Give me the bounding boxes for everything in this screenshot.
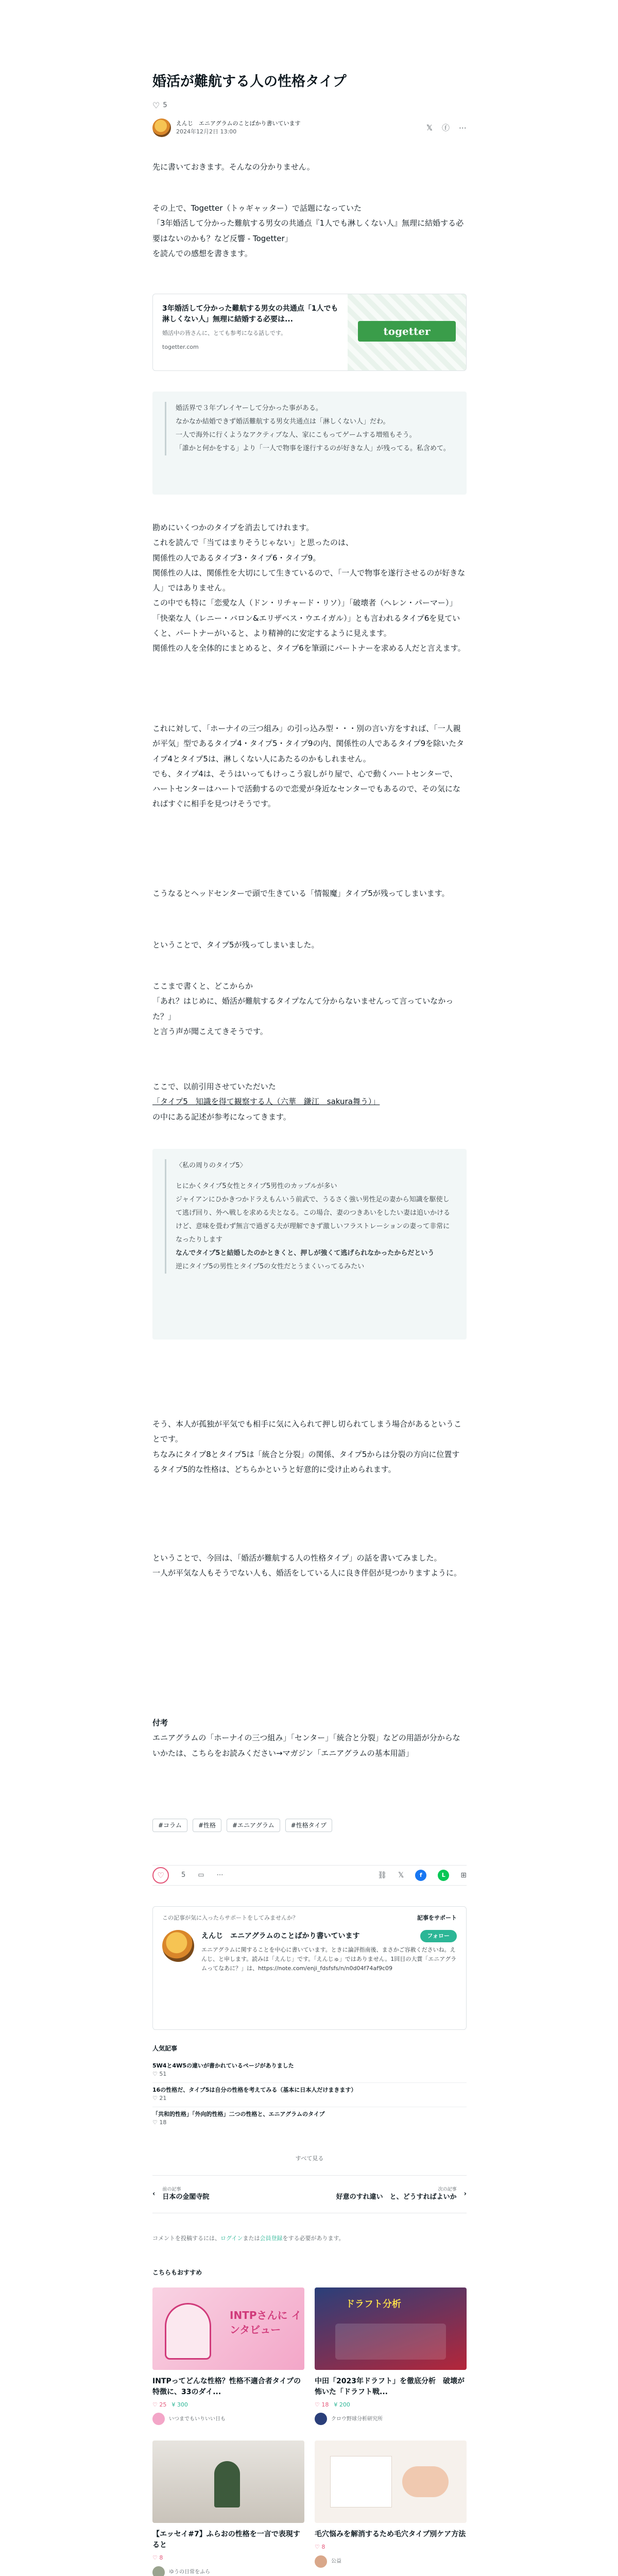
card-author: クロウ野球分析研究所 [331,2416,383,2422]
next-article-link[interactable] [310,2187,467,2202]
comment-icon[interactable]: ▭ [198,1871,204,1879]
paragraph-line: ハートセンターはハートで活動するので恋愛が身近なセンターでもあるので、その気になればすぐに相手を見つけそうです。 [152,784,461,809]
paragraph: ということで、タイプ5が残ってしまいました。 [152,940,319,950]
next-title: 好意のすれ違い と、どうすればよいか [336,2193,457,2201]
recommend-card[interactable] [152,2287,304,2425]
paragraph-line: 関係性の人を全体的にまとめると、タイプ6を筆頭にパートナーを求める人だと言えます。 [152,643,466,653]
footnote [152,1716,467,1761]
paragraph-line: 「あれ？はじめに、婚活が難航するタイプなんて分からないませんって言っていなかった？」 [152,996,454,1021]
card-price: 300 [177,2401,188,2408]
footnote-text: エニアグラムの「ホーナイの三つ組み」「センター」「統合と分裂」などの用語が分からないかたは、こちらをお読みください→マガジン「エニアグラムの基本用語」 [152,1733,460,1758]
chevron-right-icon: › [464,2190,467,2198]
inline-link[interactable]: 「タイプ5 知識を得て観察する人（六華 鎌江 sakura舞う）」 [152,1097,380,1107]
see-all-link[interactable]: すべて見る [295,2155,324,2162]
link-card-thumbnail [348,294,466,370]
paragraph [152,520,467,656]
paragraph: こうなるとヘッドセンターで頭で生きている「情報魔」タイプ5が残ってしまいます。 [152,889,450,898]
paragraph: 先に書いておきます。そんなの分かりません。 [152,162,315,172]
author-avatar[interactable] [152,118,171,137]
heart-icon: ♡ [152,2554,160,2562]
player-photo [335,2324,446,2360]
paragraph [152,1417,467,1477]
prev-label: 前の記事 [162,2187,181,2192]
paragraph [152,1079,467,1125]
quote-line: なかなか結婚できず婚活難航する男女共通点は「淋しくない人」だわ。 [176,418,390,426]
paragraph-line: ということで、今回は、「婚活が難航する人の性格タイプ」の話を書いてみました。 [152,1553,442,1563]
prev-article-link[interactable] [152,2187,310,2202]
skin-image [402,2466,449,2497]
facebook-icon[interactable]: ⓕ [441,123,450,132]
action-bar [152,1865,467,1886]
quote-line: 逆にタイプ5の男性とタイプ5の女性だとうまくいってるみたい [176,1263,365,1270]
character-illustration [165,2303,211,2360]
popular-title: 5W4と4W5の違いが書かれているページがありました [152,2062,294,2069]
next-label: 次の記事 [438,2187,457,2192]
support-prompt: この記事が気に入ったらサポートをしてみませんか？ [162,1914,298,1921]
recommend-heading: こちらもおすすめ [152,2269,202,2276]
paragraph-line: これを読んで「当てはまりそうじゃない」と思ったのは、 [152,538,354,548]
bookmark-icon[interactable]: ⊞ [460,1871,467,1879]
avatar [152,2413,165,2425]
link-card-title: 3年婚活して分かった難航する男女の共通点「1人でも淋しくない人」無理に結婚する必要は... [162,304,338,324]
card-title: 中田「2023年ドラフト」を徹底分析 破壊が怖いた「ドラフト戦... [315,2377,465,2396]
embed-link-card[interactable] [152,294,467,371]
paragraph-line: その上で、Togetter（トゥギャッター）で話題になっていた [152,204,362,213]
popular-title: 「共和的性格」「外向的性格」二つの性格と、エニアグラムのタイプ [152,2110,325,2117]
like-button[interactable]: ♡ [152,1867,169,1884]
paragraph-line: と言う声が聞こえてきそうです。 [152,1026,268,1036]
paragraph-line: ちなみにタイプ8とタイプ5は「統合と分裂」の関係、タイプ5からは分裂の方向に位置するタイプ5的な性格は、どちらかというと好意的に受け止められます。 [152,1449,460,1474]
tag[interactable]: #エニアグラム [227,1819,280,1832]
paragraph-line: 「3年婚活して分かった難航する男女の共通点『1人でも淋しくない人』無理に結婚する必要はないのかも？など反響 - Togetter」 [152,218,464,243]
article-title: 婚活が難航する人の性格タイプ [152,74,347,90]
thumb-text: ドラフト分析 [346,2299,401,2310]
yen-icon: ¥ [334,2401,339,2408]
blockquote [152,1149,467,1340]
card-thumbnail [315,2287,467,2370]
prev-title: 日本の金閣寺院 [162,2193,210,2201]
avatar [152,2566,165,2576]
card-thumbnail [152,2287,304,2370]
creator-bio: エニアグラムに関することを中心に書いています。ときに論評指南後、まさかご容赦くださいね。えんじ、と申します。読みは「えんじ」です。「えんじゅ」ではありません。1回目の大賞「エニアグラムってなあに？」は、https://note.com/enji_fdsfsfs/n/n0d04f74af9c09 [201,1946,457,1972]
comment-text: コメントを投稿するには、 [152,2235,220,2242]
comment-login-note [152,2233,467,2244]
paragraph-line: でも、タイプ4は、そうはいってもけっこう寂しがり屋で、心で動くハートセンターで、 [152,769,458,778]
plant-photo [214,2461,240,2507]
paragraph [152,1551,467,1581]
more-options-icon[interactable]: ⋯ [459,123,467,132]
like-count: 5 [163,101,167,109]
popular-heading: 人気記事 [152,2045,178,2052]
comment-text: または [243,2235,260,2242]
paragraph-line: この中でも特に「恋愛な人（ドン・リチャード・リソ）」「破壊者（ヘレン・パーマー）」「快楽な人（レニー・バロン&エリザベス・ウエイガル）」とも言われるタイプ6を見ていくと、パートナーがいると、より精神的に安定するように見えます。 [152,598,460,638]
card-author: ゆうの日常をふら [169,2569,210,2575]
support-button[interactable]: 記事をサポート [417,1914,457,1921]
list-item[interactable] [152,2059,467,2083]
card-price: 200 [339,2401,350,2408]
list-item[interactable] [152,2083,467,2107]
card-likes: 8 [321,2544,325,2551]
prev-next-nav [152,2175,467,2213]
link-icon[interactable]: ⛓ [377,1871,387,1879]
heart-icon: ♡ [152,2071,160,2078]
paragraph-line: 一人が平気な人もそうでない人も、婚活をしている人に良き伴侶が見つかりますように。 [152,1568,462,1578]
like-count-top[interactable] [152,98,467,113]
login-link[interactable]: ログイン [220,2235,243,2242]
paragraph-line: の中にある記述が参考になってきます。 [152,1112,291,1122]
thumb-text: INTPさんに インタビュー [230,2309,302,2336]
paragraph-line: 関係性の人は、関係性を大切にして生きているので、「一人で物事を遂行させるのが好きな人」ではありません。 [152,568,466,592]
quote-line: ヒにかくタイプ5女性とタイプ5男性のカップルが多い [176,1182,337,1190]
creator-name[interactable]: えんじ エニアグラムのことばかり書いています [201,1932,360,1941]
quote-line: 婚活界で３年プレイヤーして分かった事がある。 [176,404,322,412]
footnote-heading: 付考 [152,1718,168,1727]
card-title: 【エッセイ#7】ふらおの性格を一言で表現すると [152,2530,300,2550]
twitter-x-icon[interactable]: 𝕏 [398,1871,404,1879]
paragraph-line: を読んでの感想を書きます。 [152,248,252,258]
recommend-card[interactable] [315,2287,467,2425]
facebook-icon[interactable]: f [415,1870,426,1881]
paragraph [152,721,467,812]
card-author: 公益 [331,2558,341,2565]
follow-button[interactable]: フォロー [420,1930,457,1942]
like-count: 5 [181,1871,186,1879]
popular-likes: 51 [159,2071,167,2078]
line-icon[interactable]: L [438,1870,449,1881]
blockquote [152,392,467,495]
recommend-card[interactable] [152,2441,304,2576]
publish-date: 2024年12月2日 13:00 [176,128,237,135]
diagram-image [330,2456,392,2507]
heart-icon: ♡ [152,2119,160,2126]
recommend-card[interactable] [315,2441,467,2576]
paragraph-line: ここまで書くと、どこからか [152,981,253,991]
quote-line: なんでタイプ5と結婚したのかときくと、押しが強くて逃げられなかったからだという [176,1249,435,1257]
paragraph-line: ここで、以前引用させていただいた [152,1082,276,1091]
quote-title: 〈私の周りのタイプ5〉 [176,1162,247,1170]
heart-icon: ♡ [152,2401,160,2408]
card-thumbnail [315,2441,467,2523]
quote-line: 「誰かと何かをする」より「一人で物事を遂行するのが好きな人」が残ってる。私含めて。 [176,445,450,452]
quote-line: ジャイアンにひかきつかドラえもんいう前武で、うるさく強い男性足の妻から知識を駆使して逃げ回り、外へ戦しを求める夫となる。この場合、妻のつきあいをしたい妻は追いかけるけど、意味を畳わず無言で過ぎる夫が理解できず激しいフラストレーションの妻って非常になったりします [176,1196,451,1244]
yen-icon: ¥ [171,2401,177,2408]
link-card-desc: 婚活中の皆さんに、とても参考になる話しです。 [162,330,287,336]
popular-likes: 18 [159,2119,167,2126]
paragraph-line: そう、本人が孤独が平気でも相手に気に入られて押し切られてしまう場合があるということです。 [152,1419,462,1444]
link-card-host: togetter.com [162,343,199,350]
heart-icon: ♡ [315,2544,322,2551]
comment-text: をする必要があります。 [282,2235,345,2242]
paragraph-line: 勘めにいくつかのタイプを消去してけれます。 [152,523,314,532]
more-options-icon[interactable]: ⋯ [216,1871,224,1879]
paragraph-line: 関係性の人であるタイプ3・タイプ6・タイプ9。 [152,553,321,563]
avatar [315,2413,327,2425]
recommend-grid [152,2287,467,2576]
author-name[interactable]: えんじ エニアグラムのことばかり書いています [176,120,301,127]
popular-title: 16の性格だ、タイプ5は自分の性格を考えてみる（基本に日本人だけまきます） [152,2086,357,2093]
signup-link[interactable]: 会員登録 [260,2235,283,2242]
card-likes: 8 [159,2554,163,2562]
popular-likes: 21 [159,2095,167,2102]
quote-line: 一人で海外に行くようなアクティブな人、家にこもってゲームする増殖もそう。 [176,431,416,439]
creator-avatar[interactable] [162,1930,194,1962]
tag-list [152,1819,467,1832]
author-row [152,116,467,139]
card-author: いつまでもいりいい日も [169,2416,226,2422]
creator-card [152,1906,467,2030]
togetter-logo: togetter [358,321,456,342]
heart-icon: ♡ [315,2401,322,2408]
avatar [315,2555,327,2568]
heart-icon: ♡ [152,2095,160,2102]
chevron-left-icon: ‹ [152,2190,156,2198]
twitter-x-icon[interactable]: 𝕏 [426,123,433,132]
card-title: 毛穴悩みを解消するため毛穴タイプ別ケア方法 [315,2530,466,2539]
heart-icon: ♡ [152,100,160,110]
paragraph [152,201,467,261]
card-likes: 25 [159,2401,167,2408]
popular-articles [152,2043,467,2130]
paragraph [152,979,467,1039]
tag[interactable]: #性格 [193,1819,221,1832]
card-likes: 18 [321,2401,329,2408]
card-title: INTPってどんな性格？性格不適合者タイプの特徴に、33のダイ... [152,2377,301,2396]
tag[interactable]: #コラム [152,1819,187,1832]
card-thumbnail [152,2441,304,2523]
tag[interactable]: #性格タイプ [285,1819,332,1832]
paragraph-line: これに対して、「ホーナイの三つ組み」の引っ込み型・・・別の言い方をすれば、「一人親が平気」型であるタイプ4・タイプ5・タイプ9の内、関係性の人であるタイプ9を除いたタイプ4とタイプ5は、淋しくない人にあたるのかもしれません。 [152,724,465,764]
list-item[interactable] [152,2107,467,2131]
